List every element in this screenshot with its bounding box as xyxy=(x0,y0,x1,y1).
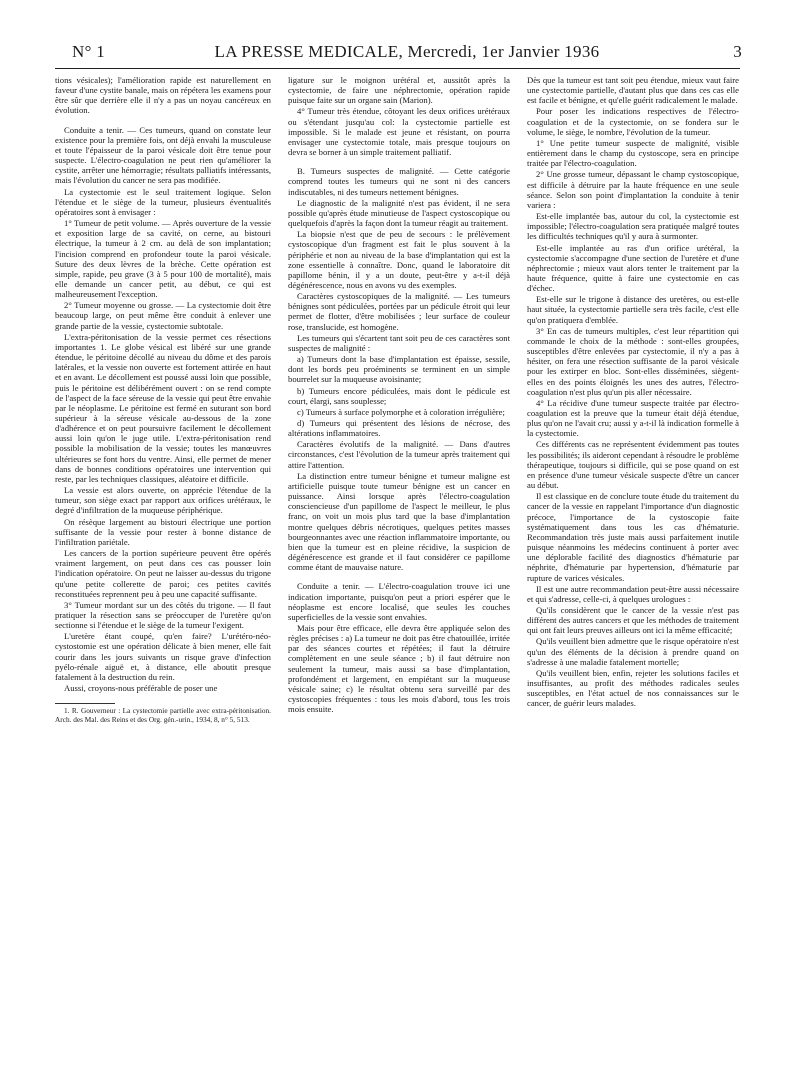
paragraph: Caractères évolutifs de la malignité. — Dans d'autres circonstances, c'est l'évolution de la tumeur après traitement qui attire l'attention. xyxy=(288,439,510,470)
column-3 xyxy=(527,75,739,710)
paragraph: a) Tumeurs dont la base d'implantation est épaisse, sessile, dont les bords peu proéminents se terminent en un simple bourrelet sur la muqueuse avoisinante; xyxy=(288,354,510,385)
paragraph: Il est classique en de conclure toute étude du traitement du cancer de la vessie en rappelant l'importance d'un diagnostic précoce, l'importance de la cystoscopie faite systématiquement dans tous les cas d'hématurie. Recommandation très juste mais aussi parfaitement inutile puisque néanmoins les médecins continuent à porter avec une déplorable facilité des diagnostics d'hématurie par néphrite, d'hématurie par hypertension, d'hématurie par rupture de varices vésicales. xyxy=(527,491,739,583)
paragraph: Les tumeurs qui s'écartent tant soit peu de ces caractères sont suspectes de malignité : xyxy=(288,332,510,353)
paragraph: Pour poser les indications respectives de l'électro-coagulation et de la cystectomie, on se fondera sur le volume, le siège, le nombre, l'évolution de la tumeur. xyxy=(527,106,739,137)
header-rule xyxy=(55,68,740,69)
paragraph: 3° En cas de tumeurs multiples, c'est leur répartition qui commande le choix de la méthode : sont-elles groupées, susceptibles d'être enlevées par cystectomie, il n'y a pas à hésiter, on fera une résection suffisante de la paroi vésicale pour les extirper en bloc. Sont-elles disséminées, siègent-elles en des points éloignés les unes des autres, l'électro-coagulation n'est plus qu'un pis aller nécessaire. xyxy=(527,325,739,397)
journal-title: LA PRESSE MEDICALE, Mercredi, 1er Janvier 1936 xyxy=(214,42,600,61)
paragraph: 2° Tumeur moyenne ou grosse. — La cystectomie doit être beaucoup large, on peut même être conduit à enlever une grande partie de la vessie, cystectomie subtotale. xyxy=(55,300,271,331)
paragraph: La distinction entre tumeur bénigne et tumeur maligne est artificielle puisque toute tumeur bénigne est un cancer en puissance. Ainsi lorsque après l'électro-coagulation consciencieuse d'un papillome de l'aspect le meilleur, le plus franc, on voit un mois plus tard que la base d'implantation montre quelques débris nécrotiques, quelques petites masses bourgeonnantes avec une réaction inflammatoire importante, ou bien que la tumeur est en pleine récidive, la suspicion de dégénérescence est grande et il faut considérer ce papillome comme étant de mauvaise nature. xyxy=(288,470,510,573)
column-1 xyxy=(55,75,271,725)
paragraph: Les cancers de la portion supérieure peuvent être opérés vraiment largement, on peut dans ces cas pousser loin l'indication opératoire. On peut ne laisser au-dessus du trigone qu'une petite collerette de paroi; ces petites cavités reconstituées reprennent peu à peu une capacité suffisante. xyxy=(55,548,271,599)
paragraph: Conduite a tenir. — Ces tumeurs, quand on constate leur existence pour la première fois, ont déjà envahi la musculeuse et toute l'épaisseur de la paroi vésicale doit être tenue pour suspecte. L'électro-coagulation ne peut rien qu'améliorer la cystite, arrêter une hémorragie; résultats palliatifs intéressants, mais l'évolution du cancer ne sera pas modifiée. xyxy=(55,124,271,186)
paragraph: L'extra-péritonisation de la vessie permet ces résections importantes 1. Le globe vésical est libéré sur une grande étendue, le péritoine décollé au niveau du dôme et des parois latérales, et la vessie non ouverte est fortement attirée en haut et en avant. Le décollement est poussé aussi loin que possible, puis le péritoine est délibérément ouvert : on se rend compte de l'aspect de la face séreuse de la vessie qui peut être envahie par le néoplasme. Le péritoine est fermé en suturant son bord supérieur à la séreuse vésicale au-dessous de la zone d'adhérence et on peut poursuivre facilement le décollement aussi loin qu'on le juge utile. L'extra-péritonisation rend possible la mobilisation de la vessie; toutes les manœuvres ultérieures se font hors du ventre. Ainsi, elle permet de mener dans de bonnes conditions opératoires une intervention qui reste, par les techniques classiques, aléatoire et difficile. xyxy=(55,331,271,484)
paragraph: 1° Une petite tumeur suspecte de malignité, visible entièrement dans le champ du cystoscope, sera en principe traitée par l'électro-coagulation. xyxy=(527,137,739,169)
paragraph: d) Tumeurs qui présentent des lésions de nécrose, des altérations inflammatoires. xyxy=(288,418,510,439)
paragraph: La vessie est alors ouverte, on apprécie l'étendue de la tumeur, son siège exact par rapport aux orifices urétéraux, le degré d'infiltration de la muqueuse périphérique. xyxy=(55,485,271,516)
paragraph: b) Tumeurs encore pédiculées, mais dont le pédicule est court, élargi, sans souplesse; xyxy=(288,385,510,406)
paragraph: Le diagnostic de la malignité n'est pas évident, il ne sera possible qu'après étude minutieuse de l'aspect cystoscopique ou quelquefois d'après la façon dont la tumeur réagit au traitement. xyxy=(288,197,510,229)
paragraph: Est-elle implantée au ras d'un orifice urétéral, la cystectomie s'accompagne d'une section de l'uretère et d'une néphrectomie ; mieux vaut alors tenter le traitement par la haute fréquence, quitte à faire une cystectomie en cas d'échec. xyxy=(527,242,739,294)
page-header xyxy=(72,42,742,64)
paragraph: Dès que la tumeur est tant soit peu étendue, mieux vaut faire une cystectomie partielle, d'autant plus que dans ces cas elle est facile et bénigne, et qu'elle guérit radicalement le malade. xyxy=(527,75,739,106)
paragraph: La biopsie n'est que de peu de secours : le prélèvement cystoscopique d'un fragment est fait le plus souvent à la périphérie et non au niveau de la base d'implantation qui est la zone essentielle à connaître. Donc, quand le laboratoire dit papillome bénin, il y a un doute, peut-être y a-t-il déjà dégénérescence, nous en avons vu des exemples. xyxy=(288,229,510,290)
column-2 xyxy=(288,75,510,715)
paragraph: 3° Tumeur mordant sur un des côtés du trigone. — Il faut pratiquer la résection sans se préoccuper de l'uretère qu'on sectionne si l'étendue et le siège de la tumeur l'exigent. xyxy=(55,599,271,631)
paragraph: 1° Tumeur de petit volume. — Après ouverture de la vessie et exposition large de sa cavité, on cerne, au bistouri électrique, la tumeur à 2 cm. au delà de son implantation; l'incision comprend en profondeur toute la paroi vésicale. Suture des deux lèvres de la brèche. Cette opération est simple, rapide, peu grave (3 à 5 pour 100 de mortalité), mais elle demande un cancer petit, au début, ce qui est malheureusement l'exception. xyxy=(55,218,271,300)
paragraph: Est-elle sur le trigone à distance des uretères, ou est-elle haut située, la cystectomie partielle sera très facile, c'est elle qu'on pratiquera d'emblée. xyxy=(527,294,739,325)
paragraph: Caractères cystoscopiques de la malignité. — Les tumeurs bénignes sont pédiculées, portées par un pédicule étroit qui leur permet de flotter, d'être mobilisées ; leur surface de couleur rose, translucide, est homogène. xyxy=(288,291,510,332)
paragraph: Qu'ils considèrent que le cancer de la vessie n'est pas différent des autres cancers et que les méthodes de traitement qui ont fait leurs preuves ailleurs ont ici la même efficacité; xyxy=(527,604,739,636)
footnote: 1. R. Gouverneur : La cystectomie partielle avec extra-péritonisation. Arch. des Mal. des Reins et des Org. gén.-urin., 1934, 8, n° 5, 513. xyxy=(55,706,271,724)
paragraph: 4° La récidive d'une tumeur suspecte traitée par électro-coagulation est la preuve que la tumeur était déjà étendue, plus qu'on ne l'avait cru; aussi y a-t-il là indication formelle à la cystectomie. xyxy=(527,397,739,439)
paragraph: B. Tumeurs suspectes de malignité. — Cette catégorie comprend toutes les tumeurs qui ne sont ni des cancers indiscutables, ni des tumeurs nettement bénignes. xyxy=(288,166,510,197)
paragraph: On résèque largement au bistouri électrique une portion suffisante de la vessie pour rester à bonne distance de l'infiltration pariétale. xyxy=(55,516,271,547)
paragraph: Aussi, croyons-nous préférable de poser une xyxy=(64,683,218,694)
paragraph: Qu'ils veuillent bien admettre que le risque opératoire n'est qu'un des éléments de la décision à prendre quand on s'adresse à une maladie fatalement mortelle; xyxy=(527,636,739,667)
paragraph: L'uretère étant coupé, qu'en faire? L'urétéro-néo-cystostomie est une opération délicate à bien mener, elle fait courir dans les jours suivants un risque grave d'infection pyélo-rénale aiguë et, à distance, elle aboutit presque fatalement à la destruction du rein. xyxy=(55,631,271,682)
paragraph: Mais pour être efficace, elle devra être appliquée selon des règles précises : a) La tumeur ne doit pas être chatouillée, irritée par des séances courtes et répétées; il faut la détruire complètement en une seule séance ; b) il faut détruire non seulement la tumeur, mais aussi sa base d'implantation, profondément et largement, en empiétant sur la muqueuse vésicale saine; c) le résultat obtenu sera surveillé par des cystoscopies fréquentes : tous les mois d'abord, tous les trois mois ensuite. xyxy=(288,622,510,715)
paragraph: Conduite a tenir. — L'électro-coagulation trouve ici une indication importante, puisqu'on peut a priori espérer que le néoplasme est encore localisé, que seules les couches superficielles de la vessie sont envahies. xyxy=(288,581,510,622)
paragraph: 2° Une grosse tumeur, dépassant le champ cystoscopique, est difficile à détruire par la haute fréquence en une seule séance. Selon son point d'implantation la conduite à tenir variera : xyxy=(527,169,739,210)
paragraph: Ces différents cas ne représentent évidemment pas toutes les possibilités; ils aideront cependant à résoudre le problème thérapeutique, toujours si difficile, qui se pose quand on est en présence d'une tumeur vésicale suspecte d'être un cancer au début. xyxy=(527,439,739,491)
page-number: 3 xyxy=(733,42,742,61)
issue-number: N° 1 xyxy=(72,42,106,61)
paragraph: c) Tumeurs à surface polymorphe et à coloration irrégulière; xyxy=(297,406,505,417)
paragraph: 4° Tumeur très étendue, côtoyant les deux orifices urétéraux ou s'étendant jusqu'au col: la cystectomie partielle est impossible. Si le malade est jeune et résistant, on pourra envisager une cystectomie totale, mais presque toujours on devra se borner à un simple traitement palliatif. xyxy=(288,106,510,158)
paragraph: tions vésicales); l'amélioration rapide est naturellement en faveur d'une cystite banale, mais on répétera les examens pour être sûr que derrière elle il n'y a pas un noyau cancéreux en évolution. xyxy=(55,75,271,116)
paragraph: ligature sur le moignon urétéral et, aussitôt après la cystectomie, de faire une néphrectomie, opération rapide puisque faite sur un organe sain (Marion). xyxy=(288,75,510,106)
paragraph: Qu'ils veuillent bien, enfin, rejeter les solutions faciles et insuffisantes, au profit des méthodes radicales seules susceptibles, en l'état actuel de nos connaissances sur le cancer, de guérir leurs malades. xyxy=(527,667,739,709)
paragraph: La cystectomie est le seul traitement logique. Selon l'étendue et le siège de la tumeur, plusieurs éventualités opératoires sont à envisager : xyxy=(55,186,271,217)
footnote-rule xyxy=(55,703,115,704)
paragraph: Il est une autre recommandation peut-être aussi nécessaire et qui s'adresse, celle-ci, à quelques urologues : xyxy=(527,583,739,604)
paragraph: Est-elle implantée bas, autour du col, la cystectomie est impossible; l'électro-coagulation sera pratiquée malgré toutes les difficultés techniques qu'il y aura à surmonter. xyxy=(527,211,739,242)
